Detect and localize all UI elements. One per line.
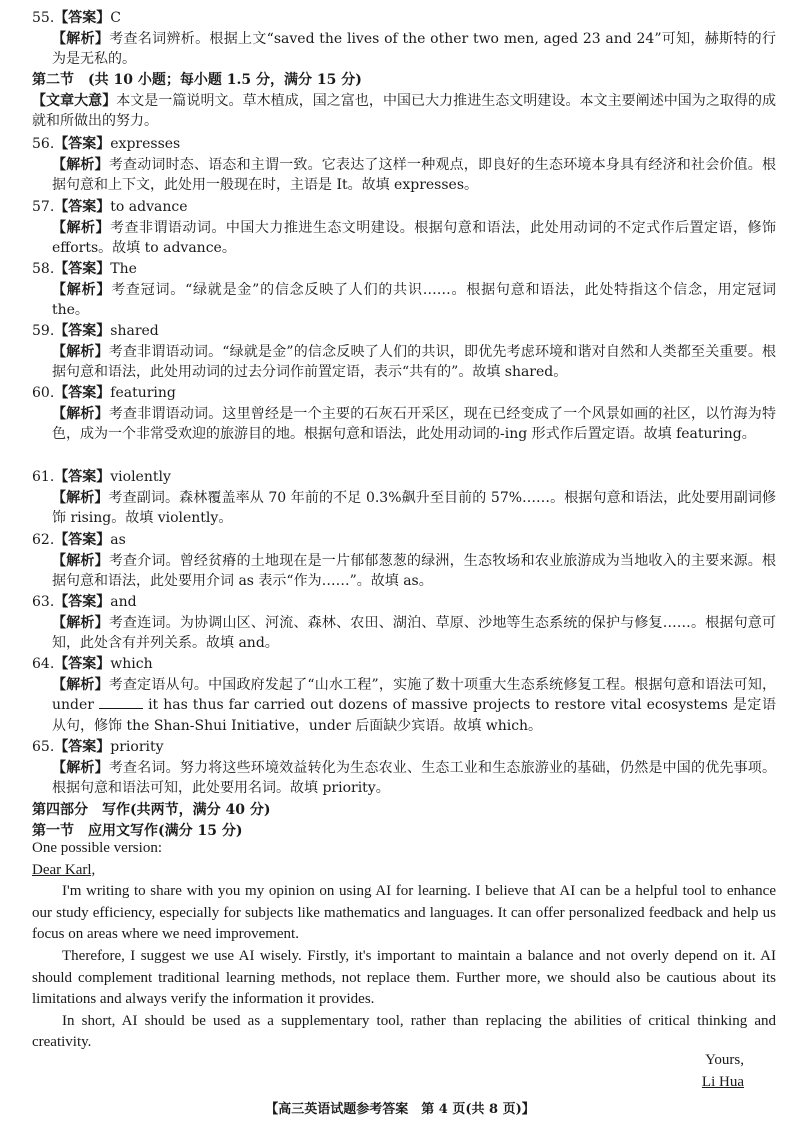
analysis-tag: 【解析】 bbox=[52, 489, 109, 506]
section-2 bbox=[32, 70, 776, 132]
analysis-tag: 【解析】 bbox=[52, 30, 110, 47]
question-59 bbox=[32, 321, 776, 383]
analysis-text: 考查非谓语动词。这里曾经是一个主要的石灰石开采区，现在已经变成了一个风景如画的社区，以竹海为特色，成为一个非常受欢迎的旅游目的地。根据句意和语法，此处用动词的-ing 形式作后置定语。故填 featuring。 bbox=[52, 405, 777, 442]
analysis-tag: 【解析】 bbox=[52, 281, 112, 298]
fill-blank bbox=[99, 696, 143, 709]
letter-paragraph-1: I'm writing to share with you my opinion on using AI for learning. I believe that AI can be a helpful tool to enhance our study efficiency, especially for subjects like mathematics and languages. It can offer personalized feedback and help us focus on areas where we need improvement. bbox=[32, 883, 776, 943]
analysis-text: 考查副词。森林覆盖率从 70 年前的不足 0.3%飙升至目前的 57%……。根据句意和语法，此处要用副词修饰 rising。故填 violently。 bbox=[52, 489, 776, 526]
answer-tag: 【答案】 bbox=[54, 323, 111, 339]
answer-tag: 【答案】 bbox=[54, 594, 111, 610]
analysis-tag: 【解析】 bbox=[52, 219, 110, 236]
answer-tag: 【答案】 bbox=[54, 10, 111, 26]
analysis-tag: 【解析】 bbox=[52, 156, 109, 173]
analysis-text: 考查非谓语动词。中国大力推进生态文明建设。根据句意和语法，此处用动词的不定式作后置定语，修饰 efforts。故填 to advance。 bbox=[52, 219, 777, 256]
analysis-text: 考查动词时态、语态和主谓一致。它表达了这样一种观点，即良好的生态环境本身具有经济和社会价值。根据句意和上下文，此处用一般现在时，主语是 It。故填 expresses。 bbox=[52, 156, 777, 193]
question-number: 61. bbox=[32, 469, 55, 485]
answer-text: to advance bbox=[110, 199, 188, 215]
letter-paragraph-3: In short, AI should be used as a supplementary tool, rather than replacing the abilities of critical thinking and creativity. bbox=[32, 1012, 776, 1051]
analysis-tag: 【解析】 bbox=[52, 405, 109, 422]
analysis-text: 考查名词。努力将这些环境效益转化为生态农业、生态工业和生态旅游业的基础，仍然是中国的优先事项。根据句意和语法可知，此处要用名词。故填 priority。 bbox=[52, 759, 777, 796]
answer-tag: 【答案】 bbox=[54, 136, 111, 152]
answer-text: as bbox=[110, 532, 126, 548]
analysis-tag: 【解析】 bbox=[52, 759, 109, 776]
analysis-text: 考查介词。曾经贫瘠的土地现在是一片郁郁葱葱的绿洲，生态牧场和农业旅游成为当地收入的主要来源。根据句意和语法，此处要用介词 as 表示“作为……”。故填 as。 bbox=[52, 552, 777, 589]
question-number: 65. bbox=[32, 739, 55, 755]
question-number: 55. bbox=[32, 10, 55, 26]
question-number: 56. bbox=[32, 136, 55, 152]
question-63 bbox=[32, 592, 776, 654]
answer-text: C bbox=[110, 10, 121, 26]
question-64 bbox=[32, 654, 776, 736]
answer-text: featuring bbox=[110, 385, 176, 401]
answer-text: violently bbox=[110, 469, 171, 485]
question-58 bbox=[32, 259, 776, 321]
question-57 bbox=[32, 197, 776, 259]
section-heading: 第一节 应用文写作(满分 15 分) bbox=[32, 822, 243, 839]
question-number: 63. bbox=[32, 594, 55, 610]
question-56 bbox=[32, 134, 776, 196]
answer-tag: 【答案】 bbox=[54, 656, 111, 672]
answer-tag: 【答案】 bbox=[54, 739, 111, 755]
question-number: 58. bbox=[32, 261, 55, 277]
summary-tag: 【文章大意】 bbox=[32, 92, 117, 109]
letter-signoff bbox=[702, 1050, 744, 1093]
answer-text: and bbox=[110, 594, 137, 610]
answer-tag: 【答案】 bbox=[54, 385, 111, 401]
letter-signature: Li Hua bbox=[701, 1073, 744, 1090]
answer-text: shared bbox=[110, 323, 159, 339]
page-footer: 【高三英语试题参考答案 第 4 页(共 8 页)】 bbox=[265, 1102, 535, 1117]
analysis-text: 考查名词辨析。根据上文“saved the lives of the other two men, aged 23 and 24”可知，赫斯特的行为是无私的。 bbox=[52, 30, 776, 67]
question-60 bbox=[32, 383, 776, 445]
question-61 bbox=[32, 467, 776, 529]
letter-intro: One possible version: bbox=[32, 840, 162, 856]
letter-greeting: Dear Karl, bbox=[32, 861, 96, 878]
answer-tag: 【答案】 bbox=[54, 469, 111, 485]
answer-text: expresses bbox=[110, 136, 181, 152]
question-number: 62. bbox=[32, 532, 55, 548]
letter-closing: Yours, bbox=[705, 1052, 744, 1068]
answer-text: The bbox=[110, 261, 137, 277]
sample-letter bbox=[32, 838, 776, 1054]
question-number: 64. bbox=[32, 656, 55, 672]
analysis-text: 考查非谓语动词。“绿就是金”的信念反映了人们的共识，即优先考虑环境和谐对自然和人类都至关重要。根据句意和语法，此处用动词的过去分词作前置定语，表示“共有的”。故填 shared。 bbox=[52, 343, 777, 380]
analysis-tag: 【解析】 bbox=[52, 343, 109, 360]
answer-text: which bbox=[110, 656, 153, 672]
question-65 bbox=[32, 737, 776, 799]
analysis-text-b: it has thus far carried out dozens of massive projects to restore vital ecosystems 是定语从句，修饰 the Shan-Shui Initiative，under 后面缺少宾语。故填 which。 bbox=[52, 697, 777, 734]
analysis-tag: 【解析】 bbox=[52, 614, 109, 631]
question-number: 60. bbox=[32, 385, 55, 401]
question-number: 59. bbox=[32, 323, 55, 339]
analysis-tag: 【解析】 bbox=[52, 676, 109, 693]
part-heading: 第四部分 写作(共两节，满分 40 分) bbox=[32, 802, 271, 818]
part-4 bbox=[32, 800, 776, 841]
answer-tag: 【答案】 bbox=[54, 199, 111, 215]
answer-tag: 【答案】 bbox=[54, 261, 111, 277]
question-62 bbox=[32, 530, 776, 592]
question-55 bbox=[32, 8, 776, 70]
analysis-text: 考查连词。为协调山区、河流、森林、农田、湖泊、草原、沙地等生态系统的保护与修复……。根据句意可知，此处含有并列关系。故填 and。 bbox=[52, 614, 777, 651]
letter-paragraph-2: Therefore, I suggest we use AI wisely. Firstly, it's important to maintain a balance and not overly depend on it. AI should complement traditional learning methods, not replace them. Further more, we should also be cautious about its limitations and always verify the information it provides. bbox=[32, 947, 776, 1008]
analysis-text: 考查冠词。“绿就是金”的信念反映了人们的共识……。根据句意和语法，此处特指这个信念，用定冠词 the。 bbox=[52, 281, 776, 318]
section-heading: 第二节 (共 10 小题；每小题 1.5 分，满分 15 分) bbox=[32, 72, 362, 88]
analysis-text-a: 考查定语从句。中国政府发起了“山水工程”，实施了数十项重大生态系统修复工程。根据句意和语法可知，under bbox=[52, 676, 777, 713]
summary-text: 本文是一篇说明文。草木植成，国之富也，中国已大力推进生态文明建设。本文主要阐述中国为之取得的成就和所做出的努力。 bbox=[32, 92, 777, 129]
answer-tag: 【答案】 bbox=[54, 532, 111, 548]
analysis-tag: 【解析】 bbox=[52, 552, 109, 569]
question-number: 57. bbox=[32, 199, 55, 215]
answer-text: priority bbox=[110, 739, 164, 755]
